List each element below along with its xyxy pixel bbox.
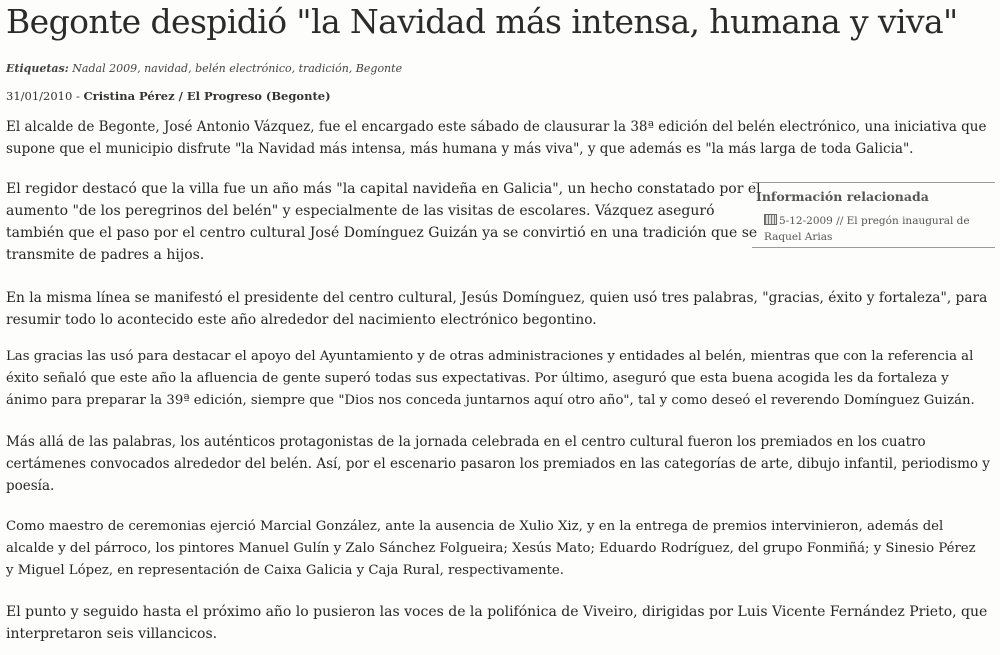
calendar-icon [764,214,777,225]
paragraph-7 [6,601,987,645]
paragraph-line: El alcalde de Begonte, José Antonio Vázquez, fue el encargado este sábado de clausurar la 38ª edición del belén electrónico, una iniciativa que [6,119,987,135]
paragraph-line: certámenes convocados alrededor del belén. Así, por el escenario pasaron los premiados en las categorías de arte, dibujo infantil, periodismo y [6,456,990,472]
paragraph-line: interpretaron seis villancicos. [6,626,218,642]
paragraph-line: Las gracias las usó para destacar el apoyo del Ayuntamiento y de otras administraciones y entidades al belén, mientras que con la referencia al [6,349,974,364]
paragraph-4 [6,346,975,412]
paragraph-line: poesía. [6,478,55,494]
paragraph-3 [6,287,987,331]
article-date: 31/01/2010 [6,89,73,103]
paragraph-line: transmite de padres a hijos. [6,247,205,263]
paragraph-6 [6,516,976,582]
paragraph-1 [6,116,986,160]
paragraph-line: Más allá de las palabras, los auténticos protagonistas de la jornada celebrada en el centro cultural fueron los premiados en los cuatro [6,434,926,450]
paragraph-line: aumento "de los peregrinos del belén" y especialmente de las visitas de escolares. Vázquez aseguró [6,203,715,219]
paragraph-line: también que el paso por el centro cultural José Domínguez Guizán ya se convirtió en una tradición que se [6,225,758,241]
related-link-text-2[interactable]: Raquel Arias [764,231,833,243]
tags-label: Etiquetas: [6,62,69,75]
tags-line [6,62,402,75]
article-title: Begonte despidió "la Navidad más intensa, humana y viva" [6,2,958,41]
paragraph-line: ánimo para preparar la 39ª edición, siempre que "Dios nos conceda juntarnos aquí otro año", tal y como deseó el reverendo Domínguez Guizán. [6,393,975,408]
related-article-link[interactable] [764,213,992,245]
related-info-box [752,182,995,248]
paragraph-2 [6,178,761,266]
paragraph-line: éxito señaló que este año la afluencia de gente superó todas sus expectativas. Por último, aseguró que esta buena acogida les da fortaleza y [6,371,949,386]
related-link-text-1[interactable]: 5-12-2009 // El pregón inaugural de [779,215,970,227]
paragraph-line: alcalde y del párroco, los pintores Manuel Gulín y Zalo Sánchez Folgueira; Xesús Mato; Eduardo Rodríguez, del grupo Fonmiñá; y Sinesio Pérez [6,541,976,556]
paragraph-line: El punto y seguido hasta el próximo año lo pusieron las voces de la polifónica de Viveiro, dirigidas por Luis Vicente Fernández Prieto, que [6,604,988,620]
paragraph-5 [6,431,990,497]
paragraph-line: supone que el municipio disfrute "la Navidad más intensa, más humana y más viva", y que además es "la más larga de toda Galicia". [6,141,914,157]
paragraph-line: y Miguel López, en representación de Caixa Galicia y Caja Rural, respectivamente. [6,563,564,578]
paragraph-line: Como maestro de ceremonias ejerció Marcial González, ante la ausencia de Xulio Xiz, y en la entrega de premios intervinieron, además del [6,519,944,534]
paragraph-line: El regidor destacó que la villa fue un año más "la capital navideña en Galicia", un hecho constatado por el [6,181,761,197]
byline: 31/01/2010 - Cristina Pérez / El Progreso (Begonte) [6,89,331,103]
tags-list[interactable]: Nadal 2009, navidad, belén electrónico, tradición, Begonte [72,62,403,75]
paragraph-line: En la misma línea se manifestó el presidente del centro cultural, Jesús Domínguez, quien usó tres palabras, "gracias, éxito y fortaleza", para [6,290,988,306]
related-info-heading: Información relacionada [756,189,929,204]
article-author: Cristina Pérez / El Progreso (Begonte) [83,89,331,103]
paragraph-line: resumir todo lo acontecido este año alrededor del nacimiento electrónico begontino. [6,312,597,328]
